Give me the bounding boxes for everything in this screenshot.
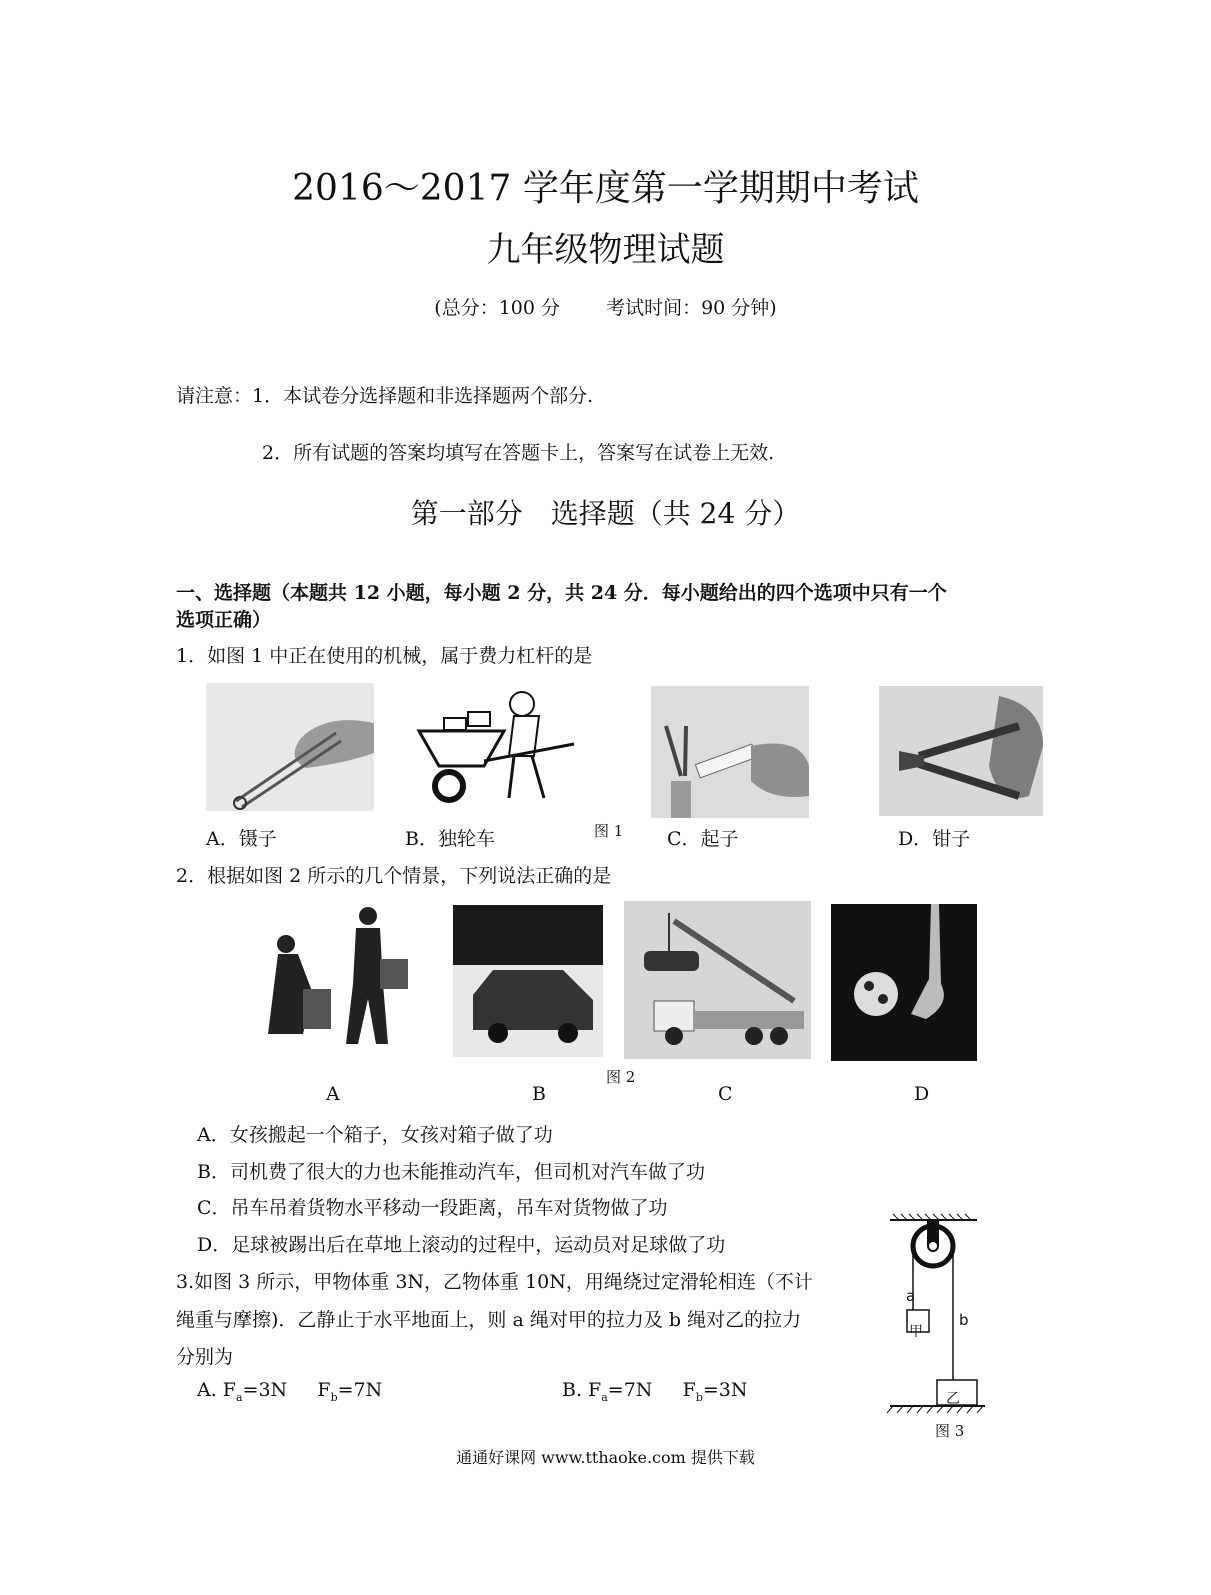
q2-option-d: D．足球被踢出后在草地上滚动的过程中，运动员对足球做了功 — [197, 1234, 726, 1256]
figure-2-label-d: D — [914, 1083, 930, 1105]
exam-title: 2016～2017 学年度第一学期期中考试 — [292, 168, 919, 209]
kicking-football-photo-icon — [831, 904, 977, 1061]
q3-stem-line2: 绳重与摩擦)．乙静止于水平地面上，则 a 绳对甲的拉力及 b 绳对乙的拉力 — [176, 1309, 802, 1331]
section-heading-line1: 一、选择题（本题共 12 小题，每小题 2 分，共 24 分．每小题给出的四个选项中只有一个 — [176, 582, 947, 604]
exam-time: 考试时间：90 分钟) — [606, 297, 777, 319]
q1-option-b: B．独轮车 — [405, 828, 495, 850]
q3-option-b: B. $F_a=7N$ $F_b=3N$ — [562, 1379, 748, 1404]
tweezers-photo-icon — [206, 683, 374, 811]
section-heading-line2: 选项正确） — [176, 609, 272, 631]
pliers-photo-icon — [879, 686, 1043, 816]
block-jia-label: 甲 — [909, 1324, 923, 1340]
figure-3-label: 图 3 — [935, 1422, 965, 1440]
rope-a-label: a — [906, 1287, 916, 1305]
figure-2-label-b: B — [532, 1083, 546, 1105]
figure-2-label-a: A — [326, 1083, 340, 1105]
figure-1-label: 图 1 — [594, 822, 624, 840]
note-1: 请注意：1．本试卷分选择题和非选择题两个部分. — [176, 385, 594, 407]
crane-truck-photo-icon — [624, 901, 811, 1059]
q1-option-c: C．起子 — [667, 828, 739, 850]
pulley-diagram — [885, 1210, 985, 1420]
part-title: 第一部分 选择题（共 24 分） — [410, 497, 801, 530]
wheelbarrow-drawing-icon — [414, 686, 584, 804]
figure-2-label: 图 2 — [606, 1068, 636, 1086]
rope-b-label: b — [959, 1311, 969, 1329]
exam-meta — [0, 293, 1211, 320]
note-2: 2．所有试题的答案均填写在答题卡上，答案写在试卷上无效. — [262, 442, 775, 464]
q2-stem: 2．根据如图 2 所示的几个情景，下列说法正确的是 — [176, 865, 612, 887]
girl-lifting-box-photo-icon — [258, 904, 420, 1052]
q2-option-a: A．女孩搬起一个箱子，女孩对箱子做了功 — [197, 1124, 553, 1146]
pushing-car-photo-icon — [453, 905, 603, 1057]
block-yi-label: 乙 — [946, 1391, 960, 1407]
q3-stem-line3: 分别为 — [176, 1346, 234, 1368]
q2-option-b: B．司机费了很大的力也未能推动汽车，但司机对汽车做了功 — [197, 1161, 705, 1183]
exam-subtitle: 九年级物理试题 — [486, 230, 725, 270]
q3-stem-line1: 3.如图 3 所示，甲物体重 3N，乙物体重 10N，用绳绕过定滑轮相连（不计 — [176, 1271, 813, 1293]
q1-option-a: A．镊子 — [206, 828, 277, 850]
q3-option-a: A. $F_a=3N$ $F_b=7N$ — [197, 1379, 383, 1404]
q1-option-d: D．钳子 — [898, 828, 971, 850]
bottle-opener-photo-icon — [651, 686, 809, 818]
q2-option-c: C．吊车吊着货物水平移动一段距离，吊车对货物做了功 — [197, 1197, 668, 1219]
total-score: (总分：100 分 — [434, 297, 561, 319]
q1-stem: 1．如图 1 中正在使用的机械，属于费力杠杆的是 — [176, 645, 593, 667]
footer-source: 通通好课网 www.tthaoke.com 提供下载 — [456, 1448, 755, 1467]
figure-2-label-c: C — [718, 1083, 733, 1105]
